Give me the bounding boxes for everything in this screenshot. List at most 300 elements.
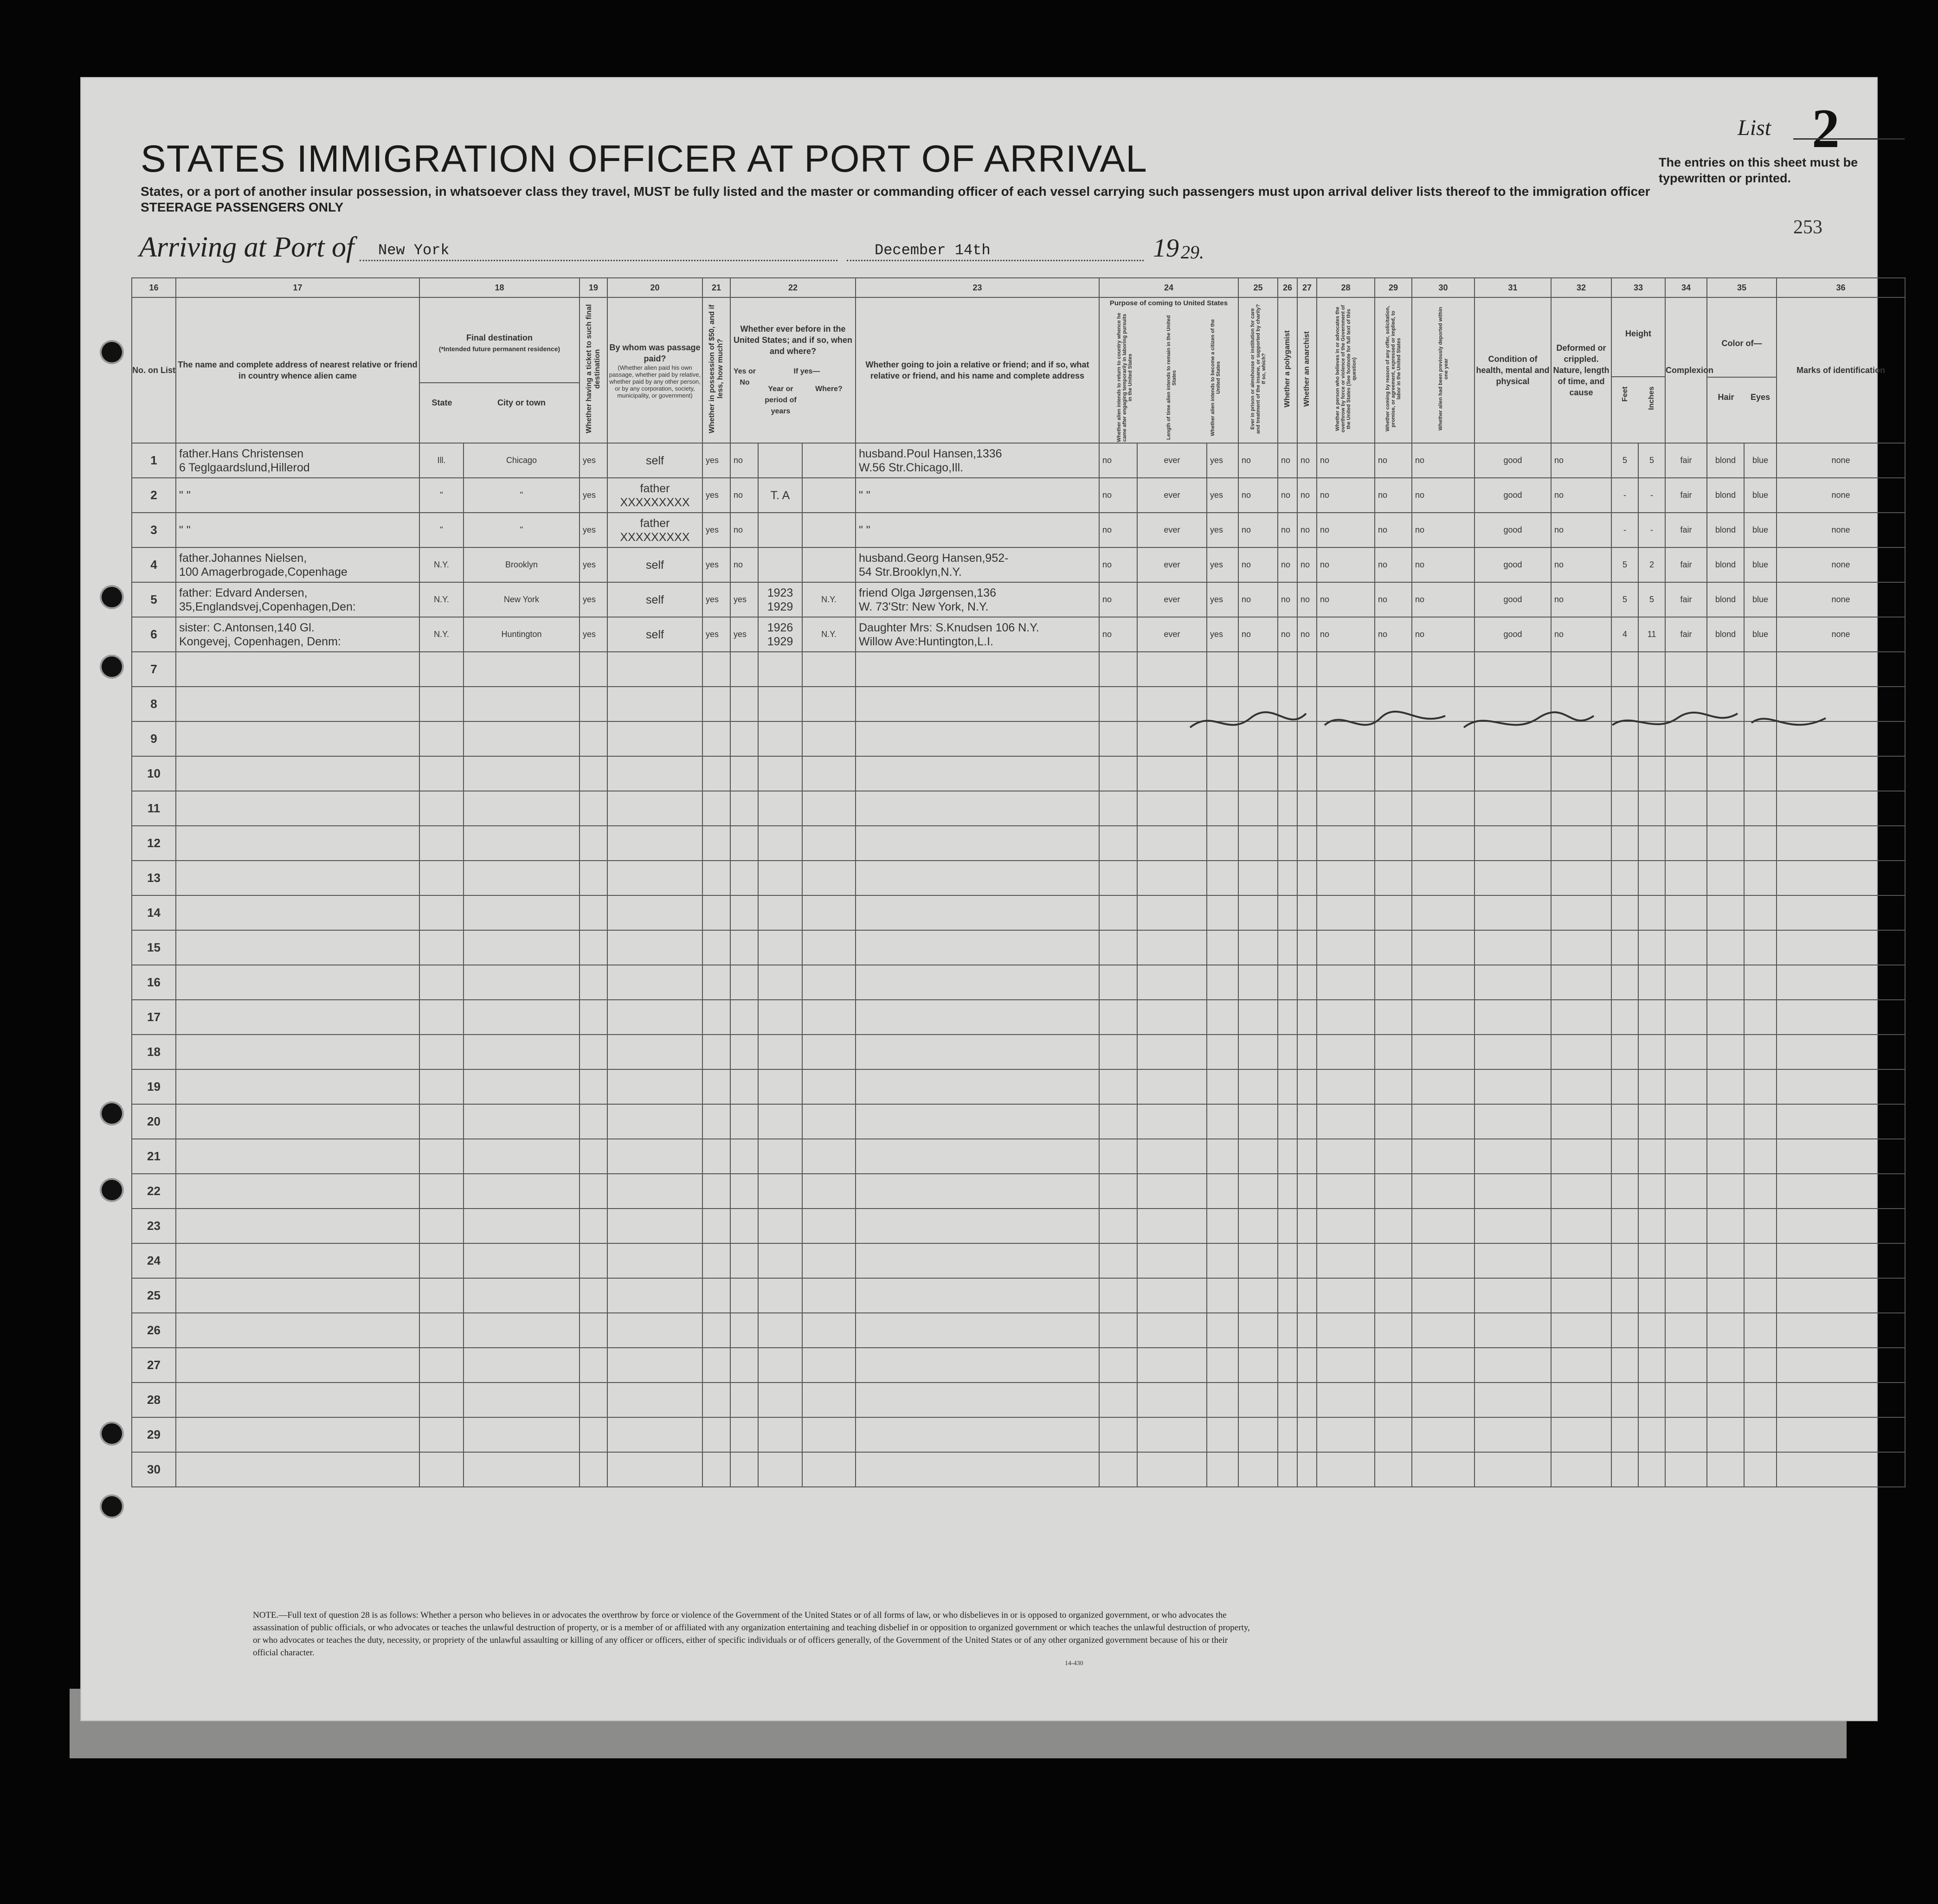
empty-cell <box>1744 895 1777 930</box>
empty-cell <box>607 1243 702 1278</box>
empty-cell <box>1638 756 1665 791</box>
cell-c27: no <box>1297 478 1317 513</box>
empty-cell <box>1137 791 1207 826</box>
page-title: STATES IMMIGRATION OFFICER AT PORT OF ARRIVAL <box>141 138 1147 180</box>
final-destination-label: Final destination <box>466 333 533 342</box>
empty-cell <box>856 1209 1099 1243</box>
empty-cell <box>1099 861 1137 895</box>
cell-p24a: no <box>1099 617 1137 652</box>
cell-hair: blond <box>1707 582 1744 617</box>
empty-cell <box>1412 1383 1474 1417</box>
empty-cell <box>1412 1278 1474 1313</box>
col-num: 25 <box>1238 278 1278 297</box>
empty-cell <box>607 861 702 895</box>
row-number: 17 <box>132 1000 176 1035</box>
empty-cell <box>730 1069 758 1104</box>
cell-p24b: ever <box>1137 617 1207 652</box>
empty-cell <box>1375 1209 1412 1243</box>
empty-cell <box>802 791 856 826</box>
empty-cell <box>1375 652 1412 687</box>
cell-money: yes <box>702 582 730 617</box>
empty-cell <box>1551 965 1611 1000</box>
empty-cell <box>856 1243 1099 1278</box>
col-num: 22 <box>730 278 856 297</box>
empty-cell <box>1638 1278 1665 1313</box>
empty-cell <box>1297 965 1317 1000</box>
cell-marks: none <box>1777 617 1905 652</box>
header-join-relative: Whether going to join a relative or friend; and if so, what relative or friend, and his name and complete address <box>856 297 1099 443</box>
empty-cell <box>1238 895 1278 930</box>
empty-cell <box>1207 930 1238 965</box>
cell-where: N.Y. <box>802 582 856 617</box>
empty-cell <box>176 721 419 756</box>
empty-cell <box>176 1069 419 1104</box>
cell-eyes: blue <box>1744 513 1777 547</box>
empty-cell <box>1278 1069 1297 1104</box>
empty-cell <box>1238 1035 1278 1069</box>
empty-cell <box>802 652 856 687</box>
cell-c30: no <box>1412 443 1474 478</box>
cell-n: 5 <box>132 582 176 617</box>
empty-cell <box>758 1313 802 1348</box>
cell-line: XXXXXXXXX <box>620 495 690 509</box>
cell-feet: - <box>1611 513 1638 547</box>
cell-p24c: yes <box>1207 513 1238 547</box>
empty-cell <box>1317 1174 1375 1209</box>
empty-cell <box>856 652 1099 687</box>
cell-inches: 2 <box>1638 547 1665 582</box>
cell-money: yes <box>702 443 730 478</box>
table-row-empty <box>132 965 1905 1000</box>
empty-cell <box>176 1417 419 1452</box>
empty-cell <box>1551 826 1611 861</box>
empty-cell <box>1474 1452 1551 1487</box>
header-ticket <box>579 297 607 443</box>
empty-cell <box>1707 1209 1744 1243</box>
empty-cell <box>758 826 802 861</box>
cell-join1 <box>856 478 1099 513</box>
empty-cell <box>1665 826 1707 861</box>
empty-cell <box>1611 1452 1638 1487</box>
header-contract-text: Whether coming by reason of any offer, solicitation, promise, or agreement, expressed or implied, to labor in the United States <box>1385 306 1402 432</box>
cell-paid <box>607 547 702 582</box>
col-num: 17 <box>176 278 419 297</box>
empty-cell <box>176 861 419 895</box>
table-row-empty <box>132 1174 1905 1209</box>
cell-years <box>758 513 802 547</box>
empty-cell <box>1317 1035 1375 1069</box>
empty-cell <box>1611 1104 1638 1139</box>
col-num: 24 <box>1099 278 1238 297</box>
empty-cell <box>1297 756 1317 791</box>
cell-c27: no <box>1297 513 1317 547</box>
cell-p24a: no <box>1099 547 1137 582</box>
empty-cell <box>579 1348 607 1383</box>
empty-cell <box>1317 1069 1375 1104</box>
port-dotted-line <box>360 260 837 261</box>
cell-hair: blond <box>1707 478 1744 513</box>
cell-health: good <box>1474 513 1551 547</box>
empty-cell <box>1665 791 1707 826</box>
empty-cell <box>419 1209 464 1243</box>
header-polygamist <box>1278 297 1297 443</box>
empty-cell <box>1474 1069 1551 1104</box>
header-feet: Feet <box>1621 386 1629 402</box>
cell-complexion: fair <box>1665 617 1707 652</box>
empty-cell <box>1744 756 1777 791</box>
empty-cell <box>579 1313 607 1348</box>
cell-marks: none <box>1777 478 1905 513</box>
cell-line: husband.Georg Hansen,952- <box>859 551 1009 565</box>
row-number: 19 <box>132 1069 176 1104</box>
empty-cell <box>1611 1383 1638 1417</box>
empty-cell <box>1207 1348 1238 1383</box>
empty-cell <box>1317 895 1375 930</box>
empty-cell <box>730 930 758 965</box>
punch-hole <box>102 587 122 607</box>
cell-p24b: ever <box>1137 443 1207 478</box>
empty-cell <box>856 861 1099 895</box>
empty-cell <box>1099 930 1137 965</box>
empty-cell <box>1474 1243 1551 1278</box>
empty-cell <box>607 1174 702 1209</box>
cell-paid <box>607 617 702 652</box>
empty-cell <box>419 1035 464 1069</box>
empty-cell <box>1238 1417 1278 1452</box>
purpose-label: Purpose of coming to United States <box>1109 299 1228 307</box>
empty-cell <box>419 930 464 965</box>
height-label: Height <box>1625 328 1651 338</box>
column-number-row <box>132 278 1905 297</box>
empty-cell <box>1665 895 1707 930</box>
row-number: 22 <box>132 1174 176 1209</box>
empty-cell <box>802 1209 856 1243</box>
cell-c29: no <box>1375 547 1412 582</box>
row-number: 30 <box>132 1452 176 1487</box>
empty-cell <box>1278 930 1297 965</box>
cell-rel1 <box>176 617 419 652</box>
empty-cell <box>1375 930 1412 965</box>
manifest-rows <box>132 443 1905 1487</box>
empty-cell <box>856 1069 1099 1104</box>
empty-cell <box>1665 1278 1707 1313</box>
cell-money: yes <box>702 478 730 513</box>
empty-cell <box>1707 1452 1744 1487</box>
empty-cell <box>702 756 730 791</box>
table-row <box>132 547 1905 582</box>
header-complexion: Complexion <box>1665 297 1707 443</box>
empty-cell <box>464 1348 579 1383</box>
empty-cell <box>1474 756 1551 791</box>
empty-cell <box>1317 1209 1375 1243</box>
cell-feet: 4 <box>1611 617 1638 652</box>
empty-cell <box>1137 965 1207 1000</box>
empty-cell <box>730 1139 758 1174</box>
empty-cell <box>419 1348 464 1383</box>
empty-cell <box>176 1278 419 1313</box>
empty-cell <box>1611 1139 1638 1174</box>
empty-cell <box>730 965 758 1000</box>
cell-line: W.56 Str.Chicago,Ill. <box>859 461 964 474</box>
empty-cell <box>1207 1243 1238 1278</box>
cell-c28: no <box>1317 478 1375 513</box>
empty-cell <box>1474 1417 1551 1452</box>
table-row-empty <box>132 1452 1905 1487</box>
header-overthrow <box>1317 297 1375 443</box>
empty-cell <box>856 1383 1099 1417</box>
empty-cell <box>1551 861 1611 895</box>
empty-cell <box>1707 1174 1744 1209</box>
empty-cell <box>1278 1209 1297 1243</box>
col-num: 19 <box>579 278 607 297</box>
row-number: 13 <box>132 861 176 895</box>
cell-line: sister: C.Antonsen,140 Gl. <box>179 621 315 634</box>
empty-cell <box>1611 1278 1638 1313</box>
empty-cell <box>1238 1139 1278 1174</box>
cell-rel1 <box>176 443 419 478</box>
empty-cell <box>1638 1383 1665 1417</box>
col-num: 29 <box>1375 278 1412 297</box>
cell-ever: yes <box>730 582 758 617</box>
empty-cell <box>1744 1278 1777 1313</box>
header-marks: Marks of identification <box>1777 297 1905 443</box>
empty-cell <box>419 1104 464 1139</box>
empty-cell <box>1551 1104 1611 1139</box>
table-row-empty <box>132 791 1905 826</box>
empty-cell <box>1238 1452 1278 1487</box>
empty-cell <box>1412 1209 1474 1243</box>
empty-cell <box>702 1313 730 1348</box>
empty-cell <box>1137 1000 1207 1035</box>
empty-cell <box>1665 1313 1707 1348</box>
empty-cell <box>730 1313 758 1348</box>
empty-cell <box>1638 1000 1665 1035</box>
empty-cell <box>702 965 730 1000</box>
empty-cell <box>1207 1000 1238 1035</box>
empty-cell <box>1611 756 1638 791</box>
empty-cell <box>802 1313 856 1348</box>
empty-cell <box>607 652 702 687</box>
empty-cell <box>1412 1348 1474 1383</box>
empty-cell <box>1744 1209 1777 1243</box>
empty-cell <box>1777 1174 1905 1209</box>
empty-cell <box>1099 1313 1137 1348</box>
table-row-empty <box>132 1139 1905 1174</box>
cell-line: self <box>646 558 664 572</box>
empty-cell <box>1238 756 1278 791</box>
empty-cell <box>1474 1174 1551 1209</box>
empty-cell <box>1137 652 1207 687</box>
cell-rel1 <box>176 478 419 513</box>
empty-cell <box>176 756 419 791</box>
empty-cell <box>579 1139 607 1174</box>
empty-cell <box>607 687 702 721</box>
empty-cell <box>1238 1104 1278 1139</box>
header-prison-text: Ever in prison or almshouse or institution for care and treatment of the insane, or supported by charity? If so, which? <box>1249 304 1267 434</box>
empty-cell <box>1278 1417 1297 1452</box>
empty-cell <box>607 895 702 930</box>
cell-years <box>758 582 802 617</box>
empty-cell <box>856 930 1099 965</box>
empty-cell <box>1137 1174 1207 1209</box>
cell-line: Willow Ave:Huntington,L.I. <box>859 635 993 648</box>
cell-p24b: ever <box>1137 547 1207 582</box>
header-inches: Inches <box>1648 386 1655 410</box>
cell-health: good <box>1474 582 1551 617</box>
empty-cell <box>579 1209 607 1243</box>
empty-cell <box>1297 861 1317 895</box>
cell-ticket: yes <box>579 443 607 478</box>
cell-c29: no <box>1375 513 1412 547</box>
empty-cell <box>856 895 1099 930</box>
empty-cell <box>1744 1417 1777 1452</box>
cell-line: 1929 <box>767 635 793 648</box>
empty-cell <box>1412 1417 1474 1452</box>
empty-cell <box>856 1313 1099 1348</box>
cell-state: N.Y. <box>419 547 464 582</box>
empty-cell <box>1611 826 1638 861</box>
empty-cell <box>730 826 758 861</box>
empty-cell <box>1278 1243 1297 1278</box>
empty-cell <box>464 1069 579 1104</box>
header-ever-before <box>730 297 856 443</box>
empty-cell <box>1137 1278 1207 1313</box>
empty-cell <box>1638 1035 1665 1069</box>
empty-cell <box>1744 1313 1777 1348</box>
table-row-empty <box>132 1278 1905 1313</box>
empty-cell <box>1297 1104 1317 1139</box>
arriving-label: Arriving at Port of <box>139 232 354 263</box>
cell-p24b: ever <box>1137 513 1207 547</box>
empty-cell <box>464 930 579 965</box>
empty-cell <box>802 1243 856 1278</box>
empty-cell <box>1665 1035 1707 1069</box>
empty-cell <box>802 1452 856 1487</box>
cell-complexion: fair <box>1665 443 1707 478</box>
empty-cell <box>1707 652 1744 687</box>
empty-cell <box>607 1452 702 1487</box>
cell-p24b: ever <box>1137 582 1207 617</box>
list-number-underline <box>1793 138 1905 140</box>
header-health: Condition of health, mental and physical <box>1474 297 1551 443</box>
cell-city: New York <box>464 582 579 617</box>
empty-cell <box>1375 756 1412 791</box>
row-number: 15 <box>132 930 176 965</box>
empty-cell <box>579 1104 607 1139</box>
empty-cell <box>1474 1313 1551 1348</box>
empty-cell <box>1375 1174 1412 1209</box>
empty-cell <box>1375 1417 1412 1452</box>
empty-cell <box>607 1000 702 1035</box>
empty-cell <box>802 1069 856 1104</box>
empty-cell <box>802 1000 856 1035</box>
empty-cell <box>1317 1383 1375 1417</box>
empty-cell <box>1412 652 1474 687</box>
empty-cell <box>1317 1348 1375 1383</box>
cell-c30: no <box>1412 547 1474 582</box>
empty-cell <box>176 965 419 1000</box>
cell-line: Kongevej, Copenhagen, Denm: <box>179 635 341 648</box>
empty-cell <box>1375 1313 1412 1348</box>
empty-cell <box>1744 1452 1777 1487</box>
empty-cell <box>1375 895 1412 930</box>
handwritten-annotation <box>1185 700 1830 741</box>
empty-cell <box>1099 756 1137 791</box>
empty-cell <box>1638 791 1665 826</box>
empty-cell <box>1412 756 1474 791</box>
header-nearest-relative: The name and complete address of nearest relative or friend in country whence alien came <box>176 297 419 443</box>
cell-inches: 11 <box>1638 617 1665 652</box>
empty-cell <box>702 1000 730 1035</box>
empty-cell <box>1611 1174 1638 1209</box>
punch-hole <box>102 342 122 362</box>
empty-cell <box>176 1035 419 1069</box>
empty-cell <box>1375 791 1412 826</box>
table-row-empty <box>132 652 1905 687</box>
cell-c30: no <box>1412 582 1474 617</box>
color-label: Color of— <box>1721 339 1762 348</box>
empty-cell <box>419 965 464 1000</box>
empty-cell <box>702 1278 730 1313</box>
empty-cell <box>702 791 730 826</box>
empty-cell <box>1707 756 1744 791</box>
row-number: 23 <box>132 1209 176 1243</box>
header-hair: Hair <box>1718 392 1734 402</box>
empty-cell <box>1207 861 1238 895</box>
empty-cell <box>758 930 802 965</box>
empty-cell <box>1412 1139 1474 1174</box>
cell-p24c: yes <box>1207 443 1238 478</box>
empty-cell <box>1707 930 1744 965</box>
cell-hair: blond <box>1707 617 1744 652</box>
empty-cell <box>856 1104 1099 1139</box>
empty-cell <box>1278 965 1297 1000</box>
empty-cell <box>1777 1278 1905 1313</box>
cell-deformed: no <box>1551 443 1611 478</box>
empty-cell <box>1099 1000 1137 1035</box>
header-contract <box>1375 297 1412 443</box>
empty-cell <box>1278 895 1297 930</box>
empty-cell <box>802 826 856 861</box>
empty-cell <box>1297 1174 1317 1209</box>
empty-cell <box>730 1035 758 1069</box>
empty-cell <box>1207 791 1238 826</box>
empty-cell <box>1777 1383 1905 1417</box>
row-number: 16 <box>132 965 176 1000</box>
empty-cell <box>730 1104 758 1139</box>
empty-cell <box>702 1383 730 1417</box>
empty-cell <box>1551 1348 1611 1383</box>
cell-c29: no <box>1375 582 1412 617</box>
empty-cell <box>730 895 758 930</box>
empty-cell <box>1777 652 1905 687</box>
empty-cell <box>1317 965 1375 1000</box>
empty-cell <box>1238 1000 1278 1035</box>
empty-cell <box>1665 1417 1707 1452</box>
empty-cell <box>1777 1417 1905 1452</box>
empty-cell <box>1099 721 1137 756</box>
empty-cell <box>419 1174 464 1209</box>
empty-cell <box>1611 1417 1638 1452</box>
empty-cell <box>607 1035 702 1069</box>
header-yes-no: Yes or No <box>733 367 756 386</box>
empty-cell <box>1375 1243 1412 1278</box>
header-money-text: Whether in possession of $50, and if less, how much? <box>708 304 724 433</box>
col-num: 36 <box>1777 278 1905 297</box>
empty-cell <box>1744 1069 1777 1104</box>
table-row <box>132 478 1905 513</box>
empty-cell <box>607 1383 702 1417</box>
